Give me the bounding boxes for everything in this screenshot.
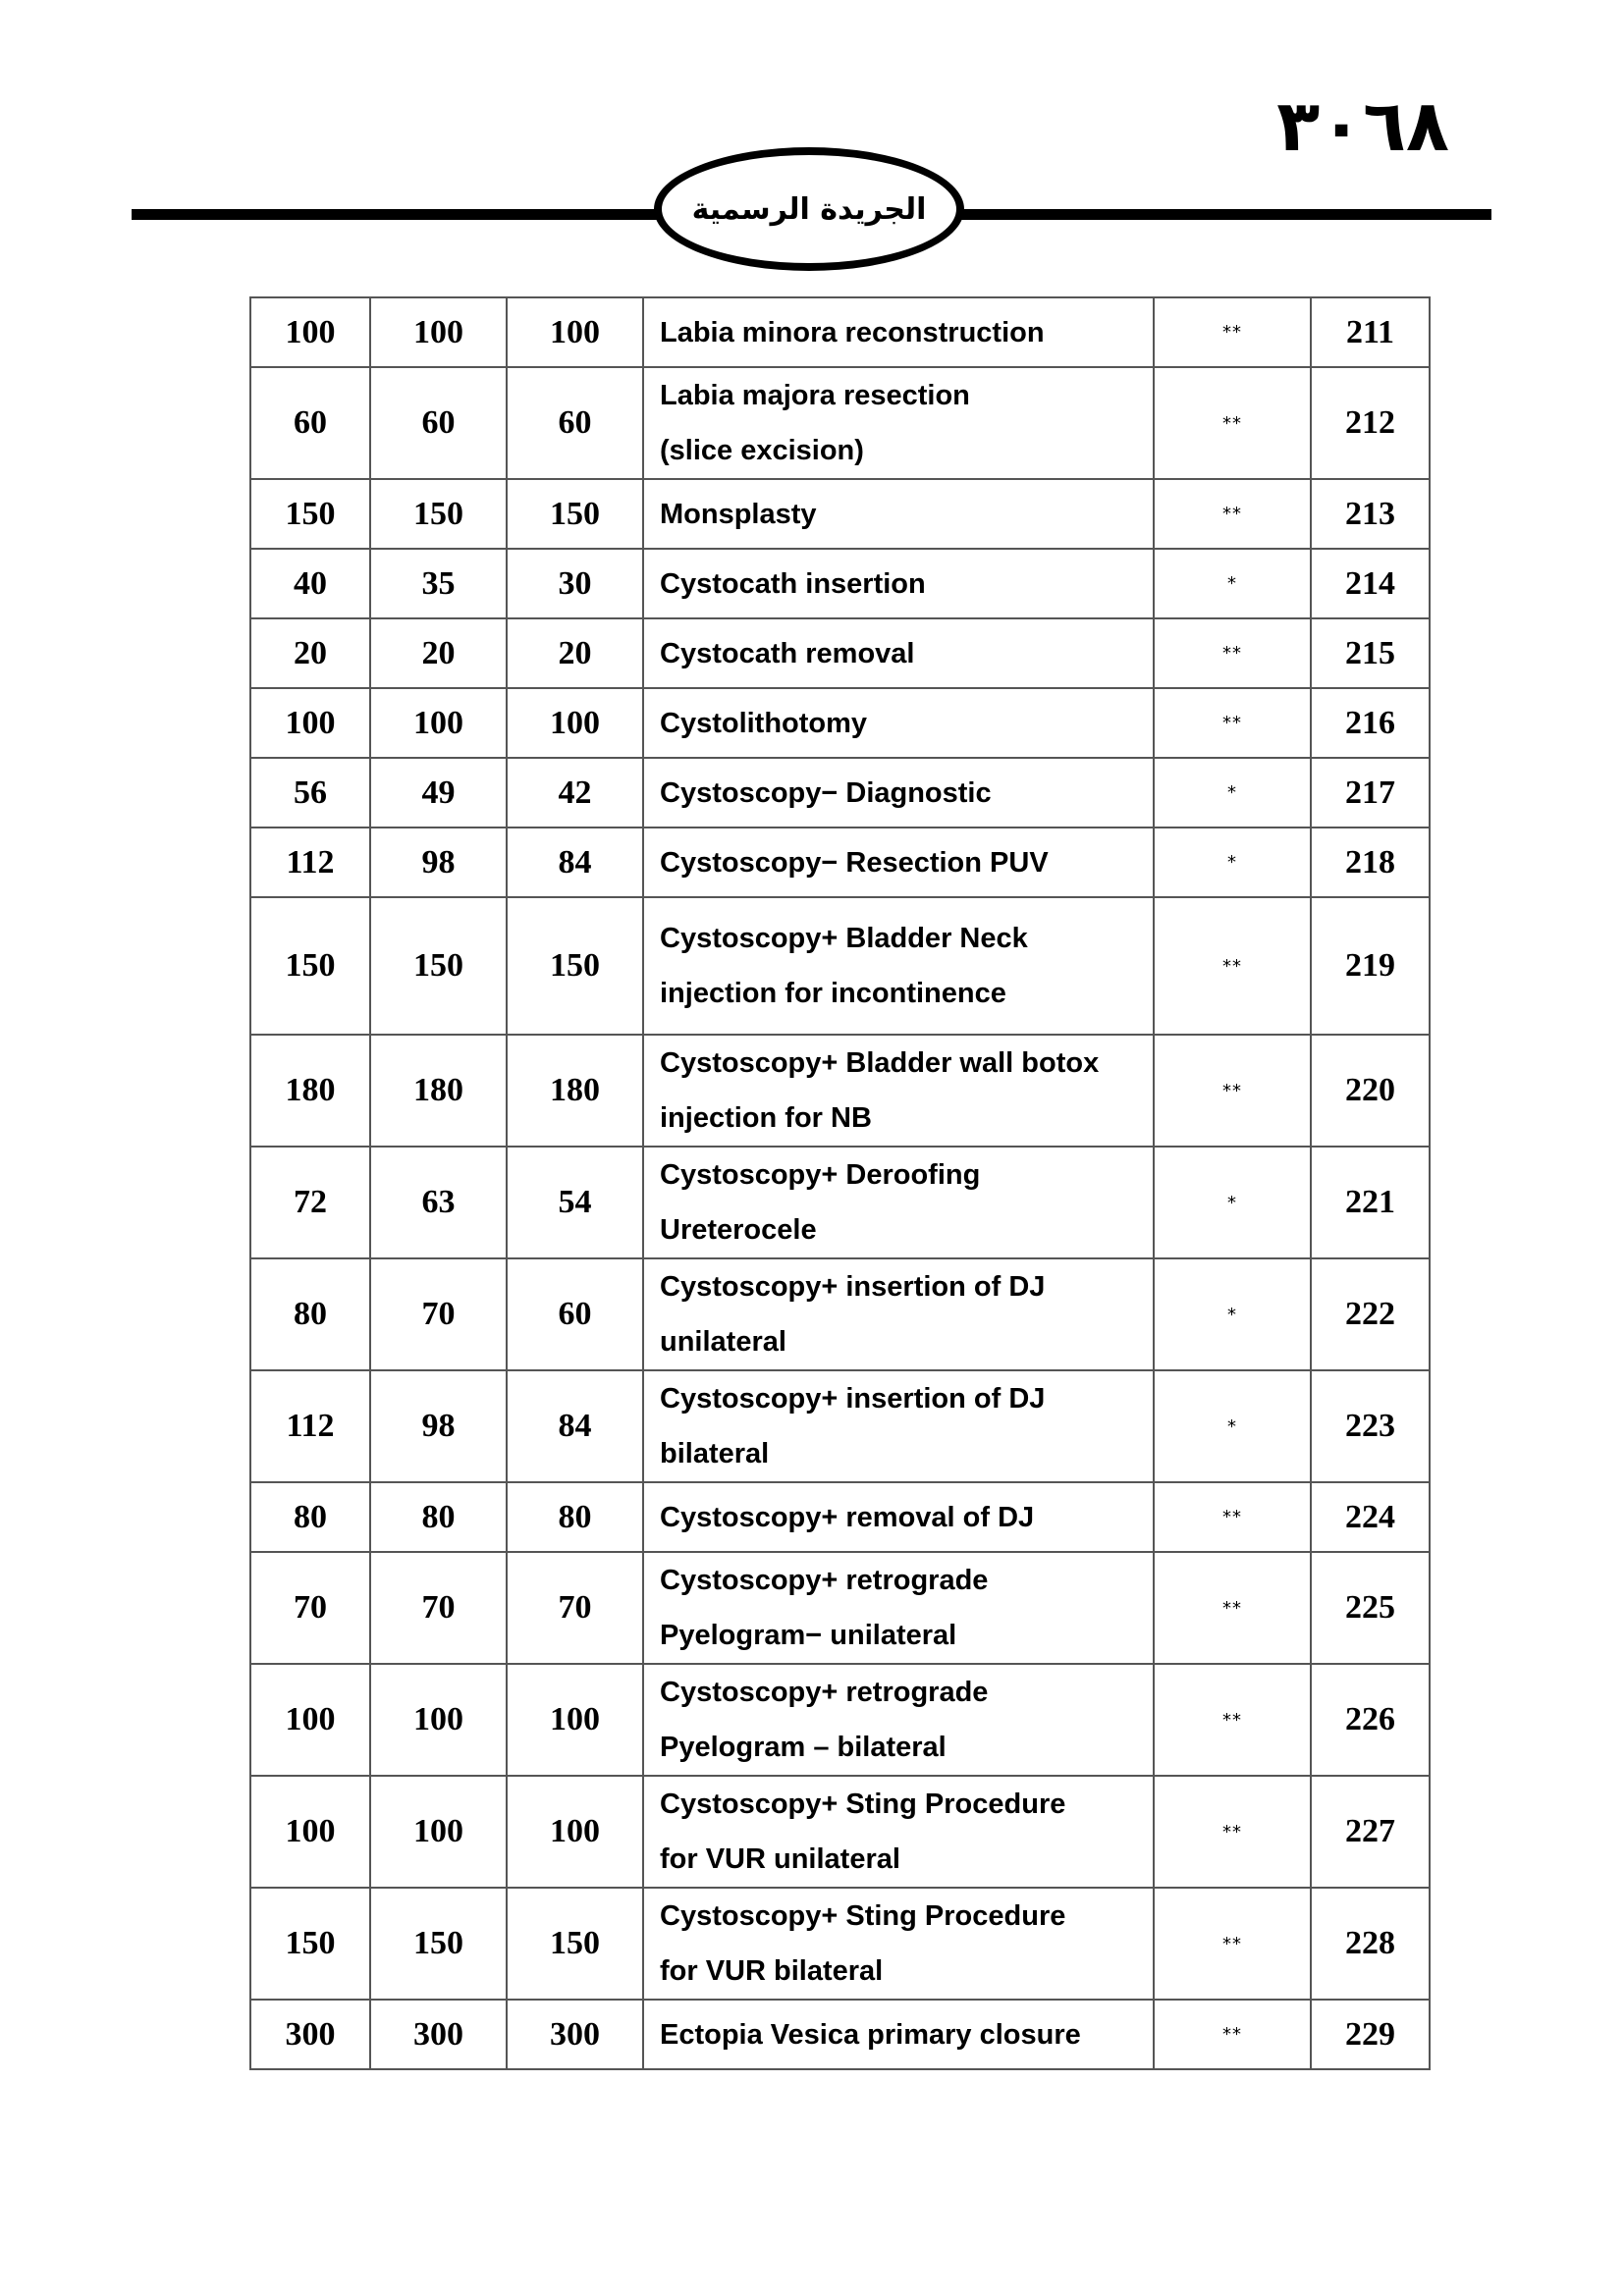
procedure-name-line: Labia majora resection <box>660 380 970 411</box>
table-row <box>250 1147 1430 1258</box>
procedure-name-line: (slice excision) <box>660 435 864 466</box>
procedure-name-cell <box>643 618 1154 688</box>
category-marker-cell: ** <box>1154 688 1311 758</box>
category-marker-cell: ** <box>1154 297 1311 367</box>
category-marker-cell: ** <box>1154 479 1311 549</box>
fee-cell-col2: 150 <box>370 897 507 1035</box>
procedure-name-line: Pyelogram – bilateral <box>660 1732 947 1763</box>
fee-cell-col2: 70 <box>370 1258 507 1370</box>
procedure-name-line: Labia minora reconstruction <box>660 316 1045 348</box>
fee-cell-col3: 150 <box>507 897 643 1035</box>
table-row <box>250 1776 1430 1888</box>
procedure-name-line: Pyelogram− unilateral <box>660 1620 957 1651</box>
table-row <box>250 1035 1430 1147</box>
masthead-oval <box>654 147 964 271</box>
procedure-code-cell: 214 <box>1311 549 1430 618</box>
fee-cell-col2: 35 <box>370 549 507 618</box>
table-row <box>250 688 1430 758</box>
procedure-code-cell: 212 <box>1311 367 1430 479</box>
procedure-name-line: Cystoscopy− Resection PUV <box>660 846 1049 879</box>
procedure-name-cell <box>643 1552 1154 1664</box>
fee-cell-col3: 54 <box>507 1147 643 1258</box>
fee-cell-col2: 80 <box>370 1482 507 1552</box>
procedure-name-line: Ectopia Vesica primary closure <box>660 2018 1081 2051</box>
fee-cell-col1: 60 <box>250 367 370 479</box>
procedure-name-line: Cystolithotomy <box>660 707 868 739</box>
fee-cell-col1: 150 <box>250 1888 370 2000</box>
fee-cell-col1: 112 <box>250 828 370 897</box>
procedure-code-cell: 217 <box>1311 758 1430 828</box>
category-marker-cell: ** <box>1154 1035 1311 1147</box>
procedure-name-line: bilateral <box>660 1438 770 1469</box>
procedure-name-line: Cystoscopy+ Sting Procedure <box>660 1789 1066 1820</box>
fee-cell-col1: 100 <box>250 1664 370 1776</box>
procedure-name-cell <box>643 549 1154 618</box>
category-marker-cell: * <box>1154 1147 1311 1258</box>
procedure-name-line: Cystocath insertion <box>660 567 926 600</box>
procedure-name-line: Cystoscopy+ removal of DJ <box>660 1501 1035 1533</box>
fee-cell-col2: 100 <box>370 1664 507 1776</box>
fee-cell-col1: 150 <box>250 897 370 1035</box>
procedure-name-line: Cystoscopy+ insertion of DJ <box>660 1271 1046 1303</box>
fee-cell-col3: 100 <box>507 297 643 367</box>
fee-cell-col3: 180 <box>507 1035 643 1147</box>
fee-cell-col1: 40 <box>250 549 370 618</box>
category-marker-cell: ** <box>1154 2000 1311 2069</box>
fee-cell-col3: 70 <box>507 1552 643 1664</box>
fee-cell-col2: 100 <box>370 688 507 758</box>
procedure-name-cell <box>643 1258 1154 1370</box>
fee-cell-col1: 150 <box>250 479 370 549</box>
page-number: ٣٠٦٨ <box>1276 84 1449 167</box>
category-marker-cell: * <box>1154 758 1311 828</box>
procedure-code-cell: 213 <box>1311 479 1430 549</box>
procedure-name-cell <box>643 1035 1154 1147</box>
procedure-code-cell: 215 <box>1311 618 1430 688</box>
fee-schedule-table <box>249 296 1431 2070</box>
table-row <box>250 1552 1430 1664</box>
procedure-name-line: unilateral <box>660 1326 786 1358</box>
fee-cell-col3: 300 <box>507 2000 643 2069</box>
fee-cell-col2: 100 <box>370 1776 507 1888</box>
category-marker-cell: ** <box>1154 1776 1311 1888</box>
fee-cell-col3: 100 <box>507 688 643 758</box>
category-marker-cell: * <box>1154 549 1311 618</box>
procedure-name-line: Cystoscopy+ retrograde <box>660 1565 989 1596</box>
procedure-name-line: Monsplasty <box>660 498 817 530</box>
table-row <box>250 479 1430 549</box>
table-row <box>250 1482 1430 1552</box>
fee-table-body <box>250 297 1430 2069</box>
procedure-name-line: Cystoscopy+ retrograde <box>660 1677 989 1708</box>
table-row <box>250 1370 1430 1482</box>
procedure-name-cell <box>643 1776 1154 1888</box>
table-row <box>250 549 1430 618</box>
fee-cell-col1: 112 <box>250 1370 370 1482</box>
procedure-name-line: for VUR unilateral <box>660 1843 900 1875</box>
procedure-name-cell <box>643 688 1154 758</box>
procedure-name-cell <box>643 1664 1154 1776</box>
fee-cell-col1: 180 <box>250 1035 370 1147</box>
fee-cell-col1: 80 <box>250 1482 370 1552</box>
procedure-name-line: Cystoscopy+ Bladder wall botox <box>660 1047 1100 1079</box>
fee-cell-col1: 300 <box>250 2000 370 2069</box>
fee-cell-col2: 60 <box>370 367 507 479</box>
procedure-name-cell <box>643 758 1154 828</box>
category-marker-cell: * <box>1154 1370 1311 1482</box>
procedure-code-cell: 221 <box>1311 1147 1430 1258</box>
procedure-name-line: for VUR bilateral <box>660 1955 884 1987</box>
category-marker-cell: ** <box>1154 618 1311 688</box>
fee-cell-col3: 84 <box>507 1370 643 1482</box>
fee-cell-col2: 150 <box>370 1888 507 2000</box>
fee-cell-col2: 70 <box>370 1552 507 1664</box>
fee-cell-col2: 100 <box>370 297 507 367</box>
fee-cell-col2: 98 <box>370 828 507 897</box>
table-row <box>250 1888 1430 2000</box>
fee-cell-col3: 100 <box>507 1664 643 1776</box>
procedure-name-cell <box>643 1888 1154 2000</box>
fee-cell-col3: 20 <box>507 618 643 688</box>
fee-cell-col2: 98 <box>370 1370 507 1482</box>
fee-cell-col3: 60 <box>507 367 643 479</box>
procedure-name-cell <box>643 1147 1154 1258</box>
table-row <box>250 297 1430 367</box>
category-marker-cell: * <box>1154 828 1311 897</box>
fee-cell-col1: 72 <box>250 1147 370 1258</box>
procedure-name-cell <box>643 2000 1154 2069</box>
fee-cell-col1: 56 <box>250 758 370 828</box>
procedure-name-line: Cystoscopy+ Deroofing <box>660 1159 981 1191</box>
procedure-code-cell: 225 <box>1311 1552 1430 1664</box>
fee-cell-col3: 100 <box>507 1776 643 1888</box>
procedure-name-line: Cystocath removal <box>660 637 915 669</box>
category-marker-cell: ** <box>1154 1552 1311 1664</box>
procedure-code-cell: 216 <box>1311 688 1430 758</box>
procedure-code-cell: 229 <box>1311 2000 1430 2069</box>
procedure-name-cell <box>643 367 1154 479</box>
table-row <box>250 828 1430 897</box>
header-rule-right <box>960 209 1491 220</box>
procedure-name-line: Cystoscopy+ insertion of DJ <box>660 1383 1046 1415</box>
table-row <box>250 897 1430 1035</box>
procedure-name-line: Cystoscopy− Diagnostic <box>660 776 992 809</box>
fee-cell-col1: 70 <box>250 1552 370 1664</box>
fee-cell-col2: 63 <box>370 1147 507 1258</box>
procedure-name-cell <box>643 479 1154 549</box>
table-row <box>250 2000 1430 2069</box>
fee-cell-col3: 30 <box>507 549 643 618</box>
category-marker-cell: ** <box>1154 897 1311 1035</box>
procedure-name-line: Ureterocele <box>660 1214 817 1246</box>
header-rule-left <box>132 209 662 220</box>
fee-cell-col1: 100 <box>250 297 370 367</box>
procedure-code-cell: 219 <box>1311 897 1430 1035</box>
procedure-code-cell: 222 <box>1311 1258 1430 1370</box>
category-marker-cell: ** <box>1154 367 1311 479</box>
fee-cell-col1: 80 <box>250 1258 370 1370</box>
fee-cell-col2: 150 <box>370 479 507 549</box>
fee-cell-col3: 80 <box>507 1482 643 1552</box>
table-row <box>250 1664 1430 1776</box>
category-marker-cell: * <box>1154 1258 1311 1370</box>
masthead-title: الجريدة الرسمية <box>691 191 927 227</box>
fee-cell-col1: 20 <box>250 618 370 688</box>
procedure-code-cell: 223 <box>1311 1370 1430 1482</box>
category-marker-cell: ** <box>1154 1664 1311 1776</box>
procedure-name-line: Cystoscopy+ Sting Procedure <box>660 1900 1066 1932</box>
fee-cell-col2: 20 <box>370 618 507 688</box>
fee-cell-col1: 100 <box>250 1776 370 1888</box>
procedure-code-cell: 211 <box>1311 297 1430 367</box>
procedure-name-cell <box>643 297 1154 367</box>
procedure-code-cell: 220 <box>1311 1035 1430 1147</box>
fee-cell-col3: 60 <box>507 1258 643 1370</box>
procedure-name-line: injection for NB <box>660 1102 872 1134</box>
table-row <box>250 367 1430 479</box>
fee-cell-col3: 150 <box>507 479 643 549</box>
procedure-code-cell: 218 <box>1311 828 1430 897</box>
fee-cell-col3: 150 <box>507 1888 643 2000</box>
fee-cell-col3: 42 <box>507 758 643 828</box>
fee-cell-col3: 84 <box>507 828 643 897</box>
procedure-name-cell <box>643 828 1154 897</box>
procedure-name-line: Cystoscopy+ Bladder Neck <box>660 923 1028 954</box>
fee-cell-col1: 100 <box>250 688 370 758</box>
table-row <box>250 758 1430 828</box>
fee-cell-col2: 49 <box>370 758 507 828</box>
category-marker-cell: ** <box>1154 1482 1311 1552</box>
category-marker-cell: ** <box>1154 1888 1311 2000</box>
procedure-name-cell <box>643 897 1154 1035</box>
procedure-code-cell: 226 <box>1311 1664 1430 1776</box>
procedure-name-line: injection for incontinence <box>660 978 1006 1009</box>
procedure-name-cell <box>643 1370 1154 1482</box>
table-row <box>250 618 1430 688</box>
procedure-name-cell <box>643 1482 1154 1552</box>
fee-cell-col2: 300 <box>370 2000 507 2069</box>
fee-cell-col2: 180 <box>370 1035 507 1147</box>
procedure-code-cell: 228 <box>1311 1888 1430 2000</box>
procedure-code-cell: 224 <box>1311 1482 1430 1552</box>
procedure-code-cell: 227 <box>1311 1776 1430 1888</box>
table-row <box>250 1258 1430 1370</box>
